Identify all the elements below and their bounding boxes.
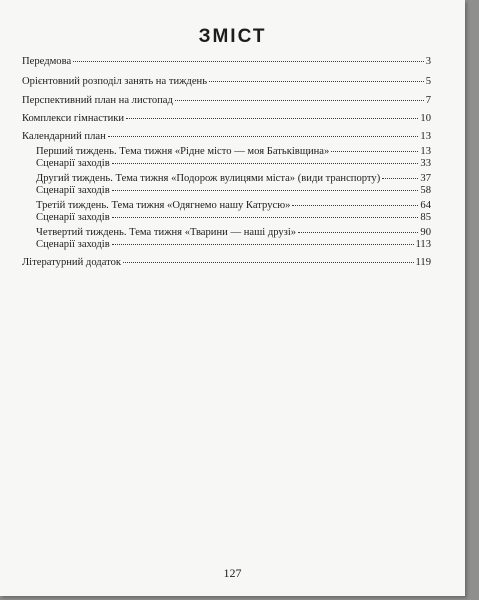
toc-entry xyxy=(22,94,431,107)
leader-dots xyxy=(112,190,419,191)
toc-entry xyxy=(22,130,431,143)
toc-entry-label: Орієнтовний розподіл занять на тиждень xyxy=(22,76,208,87)
leader-dots xyxy=(73,61,424,62)
toc-entry-label: Другий тиждень. Тема тижня «Подорож вулицями міста» (види транспорту) xyxy=(36,173,381,184)
leader-dots xyxy=(112,244,414,245)
toc-subentry xyxy=(36,211,431,224)
toc-entry xyxy=(22,75,431,88)
leader-dots xyxy=(112,217,419,218)
toc-entry-page: 58 xyxy=(420,185,431,196)
toc-entry-page: 33 xyxy=(420,158,431,169)
leader-dots xyxy=(112,163,419,164)
page-title: ЗМІСТ xyxy=(198,26,267,47)
toc-entry-page: 119 xyxy=(415,257,431,268)
toc-entry-page: 5 xyxy=(425,76,431,87)
toc-entry-page: 13 xyxy=(420,131,431,142)
toc-entry-label: Передмова xyxy=(22,56,72,67)
page-number: 127 xyxy=(223,566,242,580)
leader-dots xyxy=(209,81,424,82)
toc-entry-label: Сценарії заходів xyxy=(36,212,110,223)
toc-entry-page: 113 xyxy=(415,239,431,250)
leader-dots xyxy=(123,262,413,263)
toc-entry-label: Літературний додаток xyxy=(22,257,122,268)
toc-entry-label: Третій тиждень. Тема тижня «Одягнемо нашу Катрусю» xyxy=(36,200,291,211)
leader-dots xyxy=(126,118,418,119)
toc-entry-label: Сценарії заходів xyxy=(36,158,110,169)
toc-entry-page: 85 xyxy=(420,212,431,223)
toc-subentry xyxy=(36,184,431,197)
toc-entry xyxy=(22,55,431,68)
toc-entry-label: Комплекси гімнастики xyxy=(22,113,125,124)
toc-subentry xyxy=(36,157,431,170)
leader-dots xyxy=(382,178,418,179)
toc-entry-label: Перший тиждень. Тема тижня «Рідне місто — моя Батьківщина» xyxy=(36,146,330,157)
leader-dots xyxy=(331,151,418,152)
toc-entry-label: Сценарії заходів xyxy=(36,185,110,196)
toc-entry-page: 7 xyxy=(425,95,431,106)
leader-dots xyxy=(298,232,418,233)
toc-entry-label: Перспективний план на листопад xyxy=(22,95,173,106)
leader-dots xyxy=(175,100,424,101)
toc-subentry xyxy=(36,238,431,251)
toc-entry xyxy=(22,256,431,269)
toc-entry-page: 64 xyxy=(420,200,431,211)
toc-entry-page: 37 xyxy=(420,173,431,184)
toc-entry-label: Четвертий тиждень. Тема тижня «Тварини — наші друзі» xyxy=(36,227,297,238)
toc-entry xyxy=(22,112,431,125)
toc-entry-label: Календарний план xyxy=(22,131,106,142)
toc-entry-page: 10 xyxy=(420,113,431,124)
toc-entry-page: 13 xyxy=(420,146,431,157)
toc-entry-page: 3 xyxy=(425,56,431,67)
toc-entry-page: 90 xyxy=(420,227,431,238)
toc-entry-label: Сценарії заходів xyxy=(36,239,110,250)
leader-dots xyxy=(292,205,418,206)
leader-dots xyxy=(108,136,419,137)
